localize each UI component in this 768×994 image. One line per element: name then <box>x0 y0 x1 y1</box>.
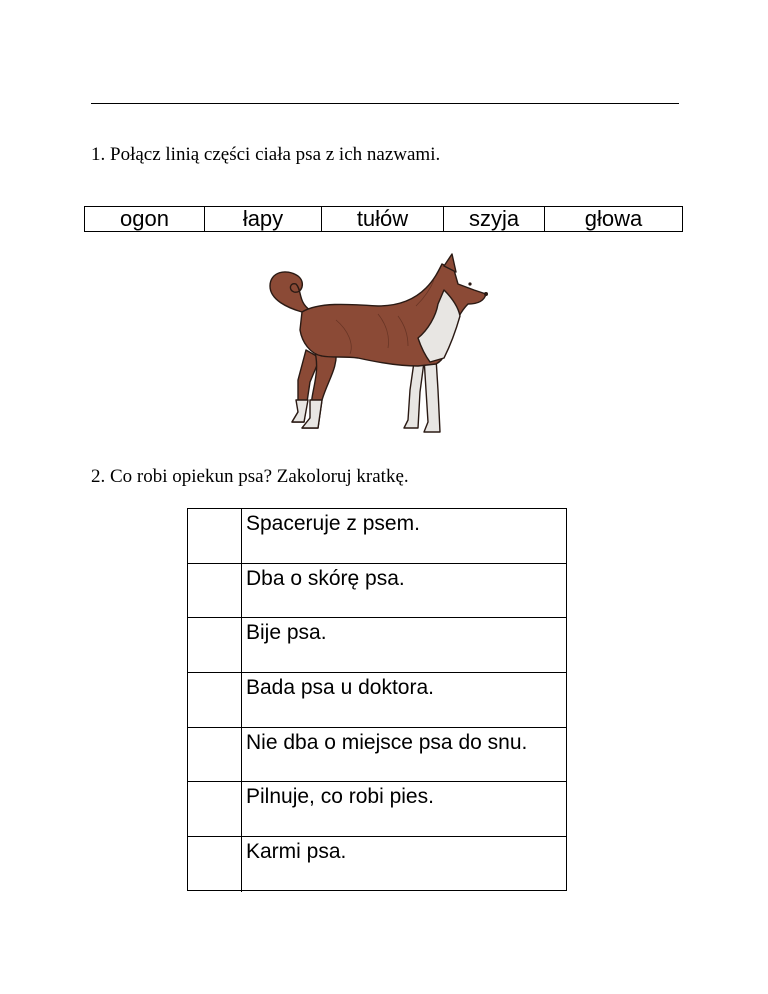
body-part-lapy[interactable]: łapy <box>205 207 322 231</box>
dog-eye <box>468 282 471 285</box>
body-part-glowa[interactable]: głowa <box>584 206 643 231</box>
question-1-text: 1. Połącz linią części ciała psa z ich nazwami. <box>91 144 441 165</box>
care-option-label: Pilnuje, co robi pies. <box>246 785 434 809</box>
care-option-label: Spaceruje z psem. <box>246 512 420 535</box>
care-option-row <box>188 782 566 837</box>
care-checkbox[interactable] <box>188 673 242 727</box>
care-option-label: Dba o skórę psa. <box>246 566 405 590</box>
care-checkbox[interactable] <box>188 564 242 618</box>
top-rule <box>91 103 679 104</box>
question-2-text: 2. Co robi opiekun psa? Zakoloruj kratkę. <box>91 466 409 487</box>
care-checkbox[interactable] <box>188 509 242 563</box>
dog-front-leg-far <box>404 362 424 428</box>
care-option-label: Karmi psa. <box>246 840 347 864</box>
dog-illustration <box>258 250 503 440</box>
care-checkbox[interactable] <box>188 618 242 672</box>
care-option-label: Bije psa. <box>246 621 327 645</box>
care-option-row <box>188 564 566 619</box>
body-part-szyja[interactable]: szyja <box>444 207 545 231</box>
care-checkbox[interactable] <box>188 782 242 836</box>
care-option-row <box>188 618 566 673</box>
dog-tail <box>270 272 310 312</box>
body-part-tulow[interactable]: tułów <box>322 207 444 231</box>
care-option-label: Bada psa u doktora. <box>246 676 434 700</box>
body-part-ogon[interactable]: ogon <box>85 207 205 231</box>
care-option-label: Nie dba o miejsce psa do snu. <box>246 730 528 754</box>
dog-front-leg-near <box>424 358 440 432</box>
care-option-row <box>188 509 566 564</box>
care-checkbox[interactable] <box>188 837 242 892</box>
care-option-row <box>188 837 566 892</box>
care-checkbox[interactable] <box>188 728 242 782</box>
body-parts-table <box>84 206 683 232</box>
dog-nose <box>484 292 488 296</box>
care-option-row <box>188 673 566 728</box>
care-option-row <box>188 728 566 783</box>
care-options-table <box>187 508 567 891</box>
